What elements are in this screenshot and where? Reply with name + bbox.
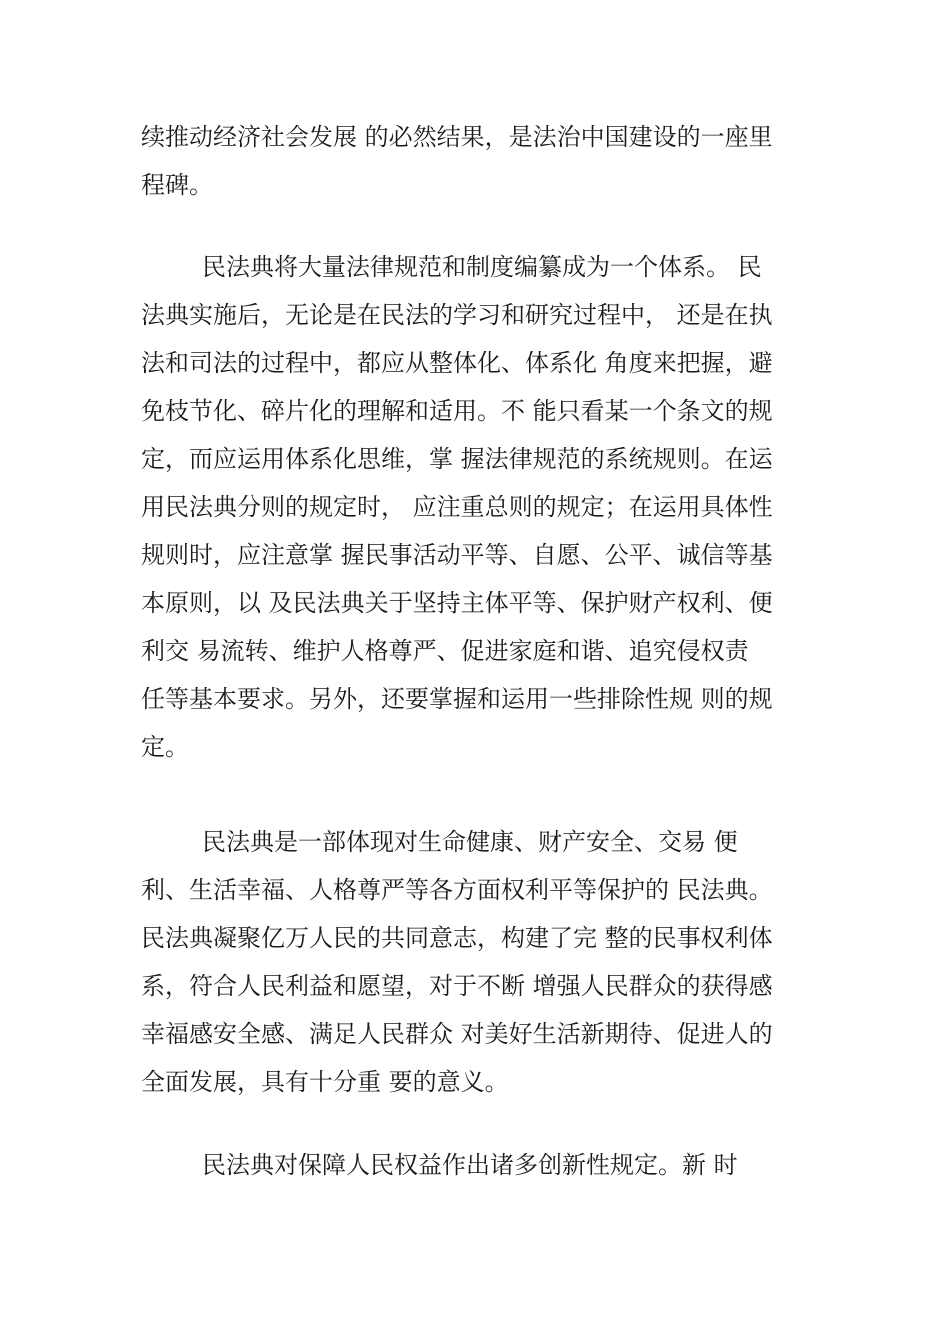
paragraph-system-codification [141,243,831,771]
text-line: 规则时，应注意掌 握民事活动平等、自愿、公平、诚信等基 [141,541,773,569]
text-line: 续推动经济社会发展 的必然结果，是法治中国建设的一座里 [141,123,773,151]
paragraph-rights-protection [141,818,831,1106]
text-line: 幸福感安全感、满足人民群众 对美好生活新期待、促进人的 [141,1020,773,1048]
text-line: 用民法典分则的规定时， 应注重总则的规定；在运用具体性 [141,493,773,521]
text-line: 免枝节化、碎片化的理解和适用。不 能只看某一个条文的规 [141,397,773,425]
text-line: 民法典凝聚亿万人民的共同意志，构建了完 整的民事权利体 [141,924,773,952]
text-line: 民法典对保障人民权益作出诸多创新性规定。新 时 [202,1151,738,1179]
text-line: 法典实施后，无论是在民法的学习和研究过程中， 还是在执 [141,301,773,329]
text-line: 利、生活幸福、人格尊严等各方面权利平等保护的 民法典。 [141,876,773,904]
text-line: 民法典是一部体现对生命健康、财产安全、交易 便 [202,828,738,856]
text-line: 全面发展，具有十分重 要的意义。 [141,1068,509,1096]
paragraph-continuation [141,113,831,209]
text-line: 定。 [141,733,189,761]
text-line: 程碑。 [141,171,213,199]
text-line: 法和司法的过程中，都应从整体化、体系化 角度来把握，避 [141,349,773,377]
text-line: 定，而应运用体系化思维，掌 握法律规范的系统规则。在运 [141,445,773,473]
text-line: 系，符合人民利益和愿望，对于不断 增强人民群众的获得感 [141,972,773,1000]
text-line: 任等基本要求。另外，还要掌握和运用一些排除性规 则的规 [141,685,773,713]
paragraph-innovative-provisions [141,1141,831,1189]
text-line: 利交 易流转、维护人格尊严、促进家庭和谐、追究侵权责 [141,637,749,665]
text-line: 民法典将大量法律规范和制度编纂成为一个体系。 民 [202,253,762,281]
text-line: 本原则，以 及民法典关于坚持主体平等、保护财产权利、便 [141,589,773,617]
